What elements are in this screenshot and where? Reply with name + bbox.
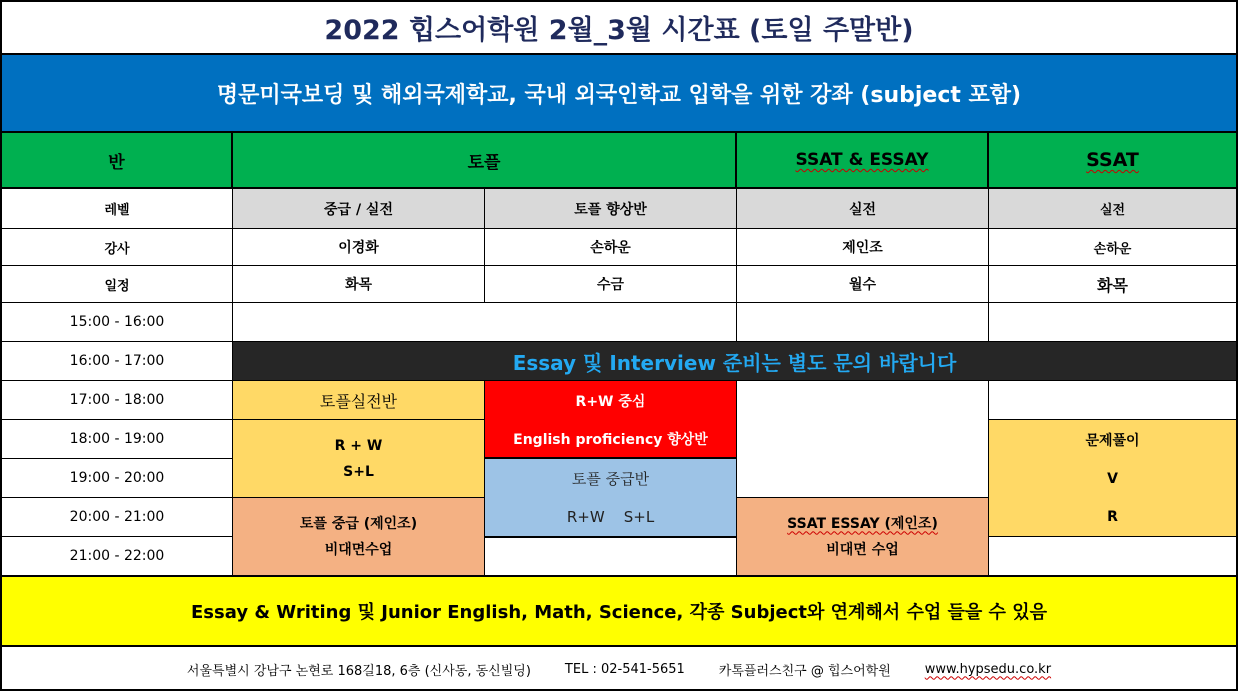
rw-sl-class-block: R+W S+L bbox=[485, 498, 737, 538]
header-ssat-essay-label: SSAT & ESSAY bbox=[795, 150, 929, 170]
timetable-grid bbox=[2, 133, 1236, 575]
time-slot: 20:00 - 21:00 bbox=[2, 498, 233, 537]
time-slot: 18:00 - 19:00 bbox=[2, 420, 233, 459]
level-ssat-essay: 실전 bbox=[737, 189, 989, 229]
header-ssat bbox=[989, 133, 1236, 189]
empty-cell bbox=[737, 303, 989, 342]
subject-notice: Essay & Writing 및 Junior English, Math, Science, 각종 Subject와 연계해서 수업 들을 수 있음 bbox=[2, 575, 1236, 647]
ssat-essay-title-text: SSAT ESSAY (제인조) bbox=[787, 515, 938, 532]
time-slot: 15:00 - 16:00 bbox=[2, 303, 233, 342]
teacher-col3: 제인조 bbox=[737, 229, 989, 266]
teacher-col4: 손하운 bbox=[989, 229, 1236, 266]
online-class-label: 비대면 수업 bbox=[826, 541, 899, 558]
english-proficiency-block: English proficiency 향상반 bbox=[485, 420, 737, 459]
problem-solving-block: 문제풀이 bbox=[989, 420, 1236, 459]
toefl-mid-class-block: 토플 중급반 bbox=[485, 459, 737, 498]
header-ssat-label: SSAT bbox=[1086, 149, 1139, 171]
online-class-label: 비대면수업 bbox=[324, 541, 393, 558]
v-block: V bbox=[989, 459, 1236, 498]
level-ssat: 실전 bbox=[989, 189, 1236, 229]
level-toefl-improve: 토플 향상반 bbox=[485, 189, 737, 229]
rw-line: R + W bbox=[334, 437, 383, 454]
row-label-level: 레벨 bbox=[2, 189, 233, 229]
contact-info bbox=[2, 647, 1236, 691]
kakao-channel: 카톡플러스친구 @ 힙스어학원 bbox=[718, 663, 891, 679]
ssat-essay-online-block bbox=[737, 498, 989, 575]
phone: TEL : 02-541-5651 bbox=[564, 661, 685, 677]
teacher-col1: 이경화 bbox=[233, 229, 485, 266]
sl-line: S+L bbox=[343, 463, 374, 480]
header-ban: 반 bbox=[2, 133, 233, 189]
level-toefl-mid: 중급 / 실전 bbox=[233, 189, 485, 229]
empty-cell bbox=[989, 537, 1236, 575]
empty-cell bbox=[485, 538, 737, 575]
website-link[interactable]: www.hypsedu.co.kr bbox=[924, 661, 1052, 677]
empty-cell bbox=[737, 381, 989, 498]
schedule-col2: 수금 bbox=[485, 266, 737, 303]
row-label-schedule: 일정 bbox=[2, 266, 233, 303]
empty-cell bbox=[233, 303, 737, 342]
toefl-mid-title: 토플 중급 (제인조) bbox=[299, 515, 418, 532]
time-slot: 21:00 - 22:00 bbox=[2, 537, 233, 575]
ssat-essay-title bbox=[787, 511, 938, 537]
time-slot: 17:00 - 18:00 bbox=[2, 381, 233, 420]
course-banner: 명문미국보딩 및 해외국제학교, 국내 외국인학교 입학을 위한 강좌 (subject 포함) bbox=[2, 53, 1236, 133]
row-label-teacher: 강사 bbox=[2, 229, 233, 266]
schedule-col1: 화목 bbox=[233, 266, 485, 303]
header-ssat-essay bbox=[737, 133, 989, 189]
schedule-col3: 월수 bbox=[737, 266, 989, 303]
page-title: 2022 힙스어학원 2월_3월 시간표 (토일 주말반) bbox=[324, 14, 914, 46]
time-slot: 19:00 - 20:00 bbox=[2, 459, 233, 498]
empty-cell bbox=[989, 303, 1236, 342]
empty-cell bbox=[989, 381, 1236, 420]
time-slot: 16:00 - 17:00 bbox=[2, 342, 233, 381]
rw-sl-block bbox=[233, 420, 485, 498]
rw-focus-block: R+W 중심 bbox=[485, 381, 737, 420]
header-toefl: 토플 bbox=[233, 133, 737, 189]
schedule-col4: 화목 bbox=[989, 266, 1236, 303]
interview-notice: Essay 및 Interview 준비는 별도 문의 바랍니다 bbox=[233, 342, 1236, 381]
address: 서울특별시 강남구 논현로 168길18, 6층 (신사동, 동신빌딩) bbox=[186, 663, 531, 679]
teacher-col2: 손하운 bbox=[485, 229, 737, 266]
r-block: R bbox=[989, 498, 1236, 537]
toefl-practice-block: 토플실전반 bbox=[233, 381, 485, 420]
toefl-mid-online-block bbox=[233, 498, 485, 575]
